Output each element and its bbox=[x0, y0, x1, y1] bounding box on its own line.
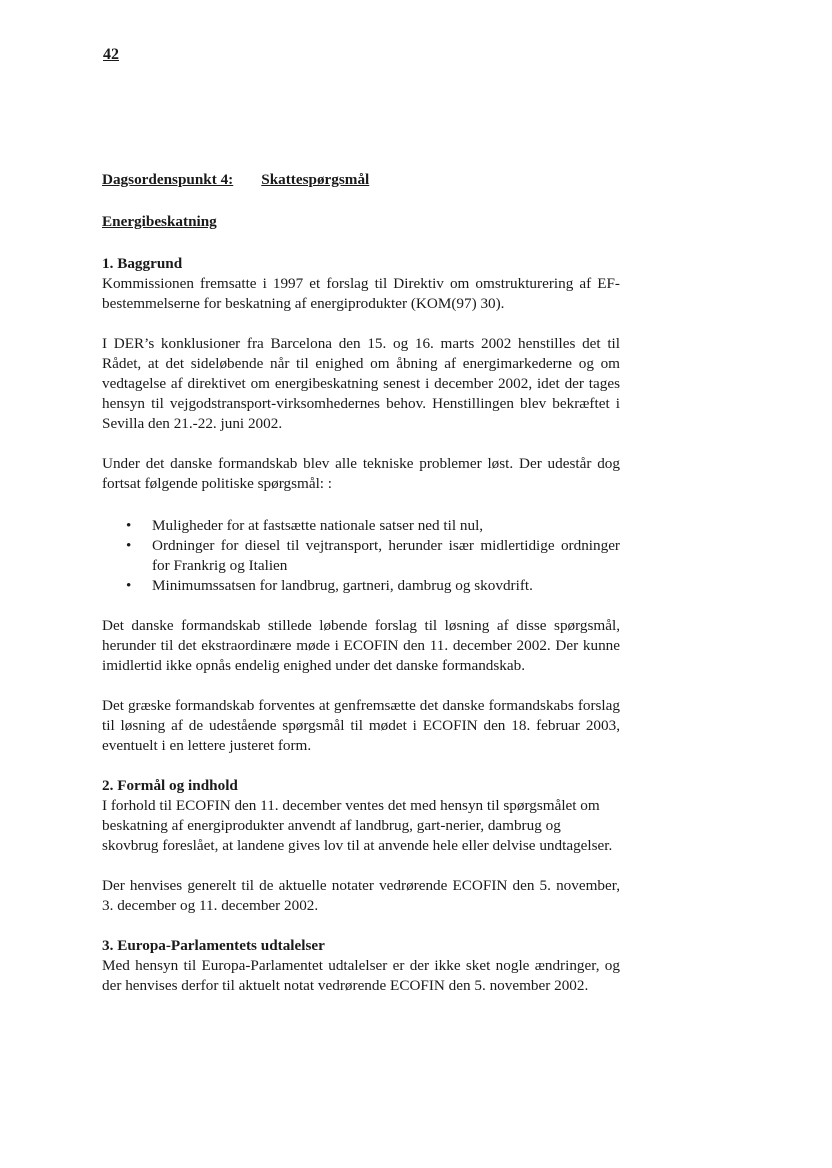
bullet-list bbox=[102, 516, 620, 596]
list-item-text: Muligheder for at fastsætte nationale satser ned til nul, bbox=[152, 517, 484, 534]
bullet-icon: • bbox=[126, 517, 132, 534]
bullet-icon: • bbox=[126, 537, 132, 554]
list-item bbox=[102, 536, 620, 576]
agenda-subject: Skattespørgsmål bbox=[261, 171, 370, 188]
topic-heading: Energibeskatning bbox=[102, 213, 217, 230]
paragraph: Det danske formandskab stillede løbende forslag til løsning af disse spørgsmål, herunder til det ekstraordinære møde i ECOFIN den 11. december 2002. Der kunne imidlertid ikke opnås endelig enighed under det danske formandskab. bbox=[102, 617, 620, 674]
section-formaal-og-indhold bbox=[102, 776, 620, 916]
list-item-text: Minimumssatsen for landbrug, gartneri, dambrug og skovdrift. bbox=[152, 577, 533, 594]
paragraph: I forhold til ECOFIN den 11. december ventes det med hensyn til spørgsmålet om beskatning af energiprodukter anvendt af landbrug, gart-nerier, dambrug og skovbrug foreslået, at landene gives lov til at anvende hele eller delvise undtagelser. bbox=[102, 797, 613, 854]
agenda-item: Dagsordenspunkt 4: bbox=[102, 171, 234, 188]
section-heading: 3. Europa-Parlamentets udtalelser bbox=[102, 937, 325, 954]
list-item-text: Ordninger for diesel til vejtransport, herunder især midlertidige ordninger for Frankrig og Italien bbox=[152, 537, 620, 574]
section-baggrund bbox=[102, 254, 620, 756]
list-item bbox=[102, 576, 620, 596]
paragraph: Kommissionen fremsatte i 1997 et forslag til Direktiv om omstrukturering af EF-bestemmelserne for beskatning af energiprodukter (KOM(97) 30). bbox=[102, 275, 620, 312]
paragraph: Der henvises generelt til de aktuelle notater vedrørende ECOFIN den 5. november, 3. december og 11. december 2002. bbox=[102, 877, 620, 914]
section-heading: 1. Baggrund bbox=[102, 255, 183, 272]
page-number: 42 bbox=[103, 46, 119, 63]
section-europa-parlamentets-udtalelser bbox=[102, 936, 620, 996]
paragraph: Med hensyn til Europa-Parlamentet udtalelser er der ikke sket nogle ændringer, og der henvises derfor til aktuelt notat vedrørende ECOFIN den 5. november 2002. bbox=[102, 957, 620, 994]
section-heading: 2. Formål og indhold bbox=[102, 777, 238, 794]
list-item bbox=[102, 516, 620, 536]
document-body bbox=[102, 170, 620, 1016]
paragraph: I DER’s konklusioner fra Barcelona den 15. og 16. marts 2002 henstilles det til Rådet, at det sideløbende når til enighed om åbning af energimarkederne og om vedtagelse af direktivet om energibeskatning senest i december 2002, idet der tages hensyn til vejgodstransport-virksomhedernes behov. Henstillingen blev bekræftet i Sevilla den 21.-22. juni 2002. bbox=[102, 335, 620, 432]
bullet-icon: • bbox=[126, 577, 132, 594]
paragraph: Det græske formandskab forventes at genfremsætte det danske formandskabs forslag til løsning af de udestående spørgsmål til mødet i ECOFIN den 18. februar 2003, eventuelt i en lettere justeret form. bbox=[102, 697, 620, 754]
paragraph: Under det danske formandskab blev alle tekniske problemer løst. Der udestår dog fortsat følgende politiske spørgsmål: : bbox=[102, 455, 620, 492]
agenda-heading bbox=[102, 170, 620, 190]
